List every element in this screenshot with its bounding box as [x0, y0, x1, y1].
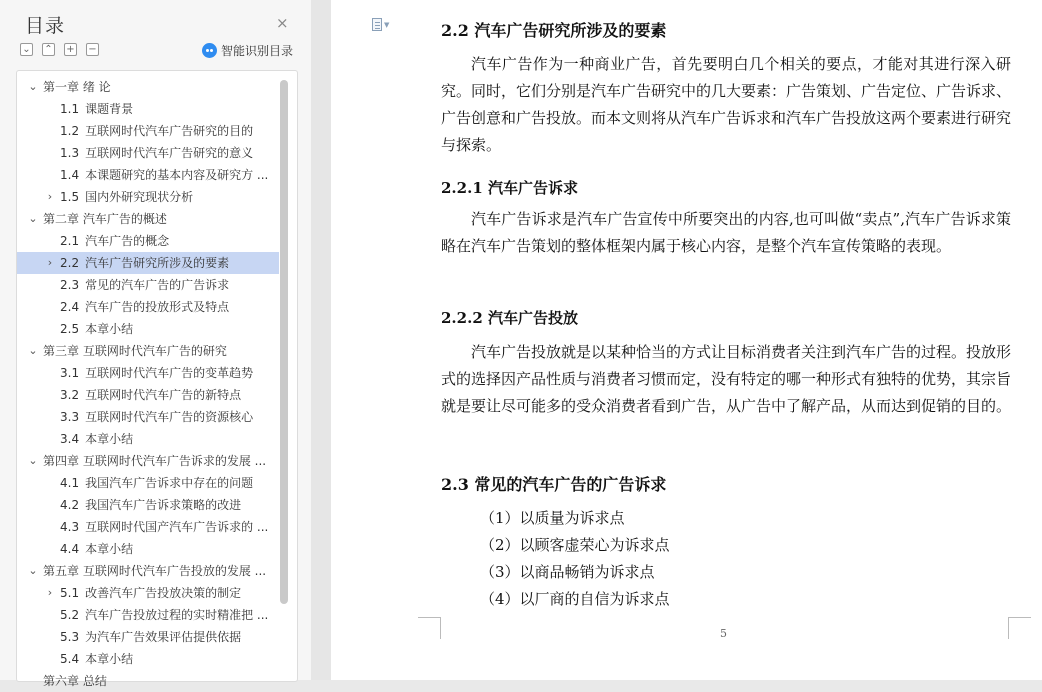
toc-toolbar — [20, 43, 99, 59]
toc-item-label: 互联网时代汽车广告研究的目的 — [85, 124, 254, 138]
toc-chapter-item[interactable] — [17, 670, 279, 692]
toc-chapter-item[interactable] — [17, 208, 279, 230]
toc-chapter-item[interactable] — [17, 76, 279, 98]
toc-section-item[interactable] — [17, 516, 279, 538]
toc-item-label: 国内外研究现状分析 — [85, 190, 194, 204]
document-icon — [372, 18, 382, 31]
list-item: （2）以顾客虚荣心为诉求点 — [480, 536, 670, 554]
toc-item-label: 本章小结 — [85, 652, 134, 666]
add-heading-button[interactable]: + — [64, 43, 77, 56]
toc-section-item[interactable] — [17, 230, 279, 252]
toc-section-item[interactable] — [17, 164, 279, 186]
toc-item-label: 汽车广告的概念 — [85, 234, 170, 248]
toc-item-number: 5.2 — [60, 608, 80, 622]
toc-panel — [0, 0, 311, 688]
toc-section-item[interactable] — [17, 252, 279, 274]
toc-item-label: 本章小结 — [85, 542, 134, 556]
toc-section-item[interactable] — [17, 318, 279, 340]
smart-toc-label: 智能识别目录 — [221, 44, 294, 58]
toc-section-item[interactable] — [17, 494, 279, 516]
toc-section-item[interactable] — [17, 274, 279, 296]
toc-item-label: 第五章 互联网时代汽车广告投放的发展 ... — [43, 564, 267, 578]
toc-item-number: 4.3 — [60, 520, 80, 534]
toc-section-item[interactable] — [17, 362, 279, 384]
chevron-right-icon[interactable]: › — [47, 586, 53, 599]
collapse-all-button[interactable]: ⌃ — [42, 43, 55, 56]
toc-section-item[interactable] — [17, 648, 279, 670]
toc-item-label: 互联网时代国产汽车广告诉求的 ... — [85, 520, 269, 534]
toc-item-label: 本章小结 — [85, 322, 134, 336]
toc-item-number: 1.5 — [60, 190, 80, 204]
toc-item-label: 互联网时代汽车广告的变革趋势 — [85, 366, 254, 380]
toc-item-number: 2.2 — [60, 256, 80, 270]
list-item: （4）以厂商的自信为诉求点 — [480, 590, 670, 608]
toc-section-item[interactable] — [17, 384, 279, 406]
toc-item-label: 互联网时代汽车广告的新特点 — [85, 388, 242, 402]
toc-item-number: 5.1 — [60, 586, 80, 600]
close-icon[interactable]: × — [276, 14, 289, 32]
toc-item-number: 1.3 — [60, 146, 80, 160]
remove-heading-button[interactable]: − — [86, 43, 99, 56]
page-margin-corner-right — [1008, 617, 1031, 639]
toc-item-label: 本课题研究的基本内容及研究方 ... — [85, 168, 269, 182]
toc-section-item[interactable] — [17, 428, 279, 450]
chevron-down-icon[interactable]: ⌄ — [28, 564, 38, 577]
toc-item-number: 4.4 — [60, 542, 80, 556]
toc-item-label: 本章小结 — [85, 432, 134, 446]
chevron-down-icon[interactable]: ⌄ — [28, 454, 38, 467]
toc-list — [17, 76, 279, 692]
toc-item-label: 汽车广告的投放形式及特点 — [85, 300, 230, 314]
toc-scrollbar[interactable] — [280, 80, 288, 604]
expand-all-button[interactable]: ⌄ — [20, 43, 33, 56]
chevron-right-icon[interactable]: › — [47, 256, 53, 269]
toc-section-item[interactable] — [17, 626, 279, 648]
toc-item-number: 3.2 — [60, 388, 80, 402]
toc-item-number: 4.2 — [60, 498, 80, 512]
toc-item-number: 3.3 — [60, 410, 80, 424]
toc-item-number: 5.4 — [60, 652, 80, 666]
toc-item-label: 我国汽车广告诉求策略的改进 — [85, 498, 242, 512]
heading-2-2-1: 2.2.1 汽车广告诉求 — [441, 179, 578, 197]
toc-item-label: 汽车广告研究所涉及的要素 — [85, 256, 230, 270]
toc-item-number: 3.4 — [60, 432, 80, 446]
toc-item-label: 第二章 汽车广告的概述 — [43, 212, 167, 226]
toc-item-label: 第四章 互联网时代汽车广告诉求的发展 ... — [43, 454, 267, 468]
toc-section-item[interactable] — [17, 604, 279, 626]
toc-item-number: 1.4 — [60, 168, 80, 182]
toc-item-label: 常见的汽车广告的广告诉求 — [85, 278, 230, 292]
toc-chapter-item[interactable] — [17, 450, 279, 472]
chevron-down-icon[interactable]: ⌄ — [28, 212, 38, 225]
toc-section-item[interactable] — [17, 186, 279, 208]
smart-toc-button[interactable] — [202, 42, 293, 59]
toc-section-item[interactable] — [17, 472, 279, 494]
page-menu[interactable] — [372, 18, 389, 31]
list-item: （3）以商品畅销为诉求点 — [480, 563, 655, 581]
toc-chapter-item[interactable] — [17, 340, 279, 362]
toc-title: 目录 — [25, 15, 66, 37]
toc-item-number: 2.5 — [60, 322, 80, 336]
heading-2-3: 2.3 常见的汽车广告的广告诉求 — [441, 475, 667, 494]
toc-item-number: 1.2 — [60, 124, 80, 138]
toc-item-number: 2.1 — [60, 234, 80, 248]
smart-recognize-icon — [202, 43, 217, 58]
toc-item-label: 第六章 总结 — [43, 674, 107, 688]
toc-item-number: 1.1 — [60, 102, 80, 116]
toc-item-label: 汽车广告投放过程的实时精准把 ... — [85, 608, 269, 622]
toc-item-label: 第一章 绪 论 — [43, 80, 111, 94]
toc-section-item[interactable] — [17, 406, 279, 428]
heading-2-2: 2.2 汽车广告研究所涉及的要素 — [441, 21, 667, 40]
toc-item-label: 课题背景 — [85, 102, 134, 116]
page-number: 5 — [720, 627, 727, 640]
toc-item-label: 我国汽车广告诉求中存在的问题 — [85, 476, 254, 490]
toc-item-number: 2.4 — [60, 300, 80, 314]
toc-item-label: 为汽车广告效果评估提供依据 — [85, 630, 242, 644]
toc-section-item[interactable] — [17, 538, 279, 560]
toc-header — [0, 0, 311, 70]
toc-chapter-item[interactable] — [17, 560, 279, 582]
page-margin-corner-left — [418, 617, 441, 639]
paragraph-1: 汽车广告作为一种商业广告，首先要明白几个相关的要点，才能对其进行深入研究。同时，它们分别是汽车广告研究中的几大要素：广告策划、广告定位、广告诉求、广告创意和广告投放。而本文则将从汽车广告诉求和汽车广告投放这两个要素进行研究与探索。 — [441, 55, 1012, 154]
heading-2-2-2: 2.2.2 汽车广告投放 — [441, 309, 578, 327]
toc-section-item[interactable] — [17, 582, 279, 604]
toc-item-label: 改善汽车广告投放决策的制定 — [85, 586, 242, 600]
paragraph-2: 汽车广告诉求是汽车广告宣传中所要突出的内容,也可叫做“卖点”,汽车广告诉求策略在汽车广告策划的整体框架内属于核心内容，是整个汽车宣传策略的表现。 — [441, 210, 1011, 255]
toc-section-item[interactable] — [17, 120, 279, 142]
toc-item-number: 4.1 — [60, 476, 80, 490]
chevron-down-icon: ▼ — [384, 20, 390, 29]
chevron-down-icon[interactable]: ⌄ — [28, 80, 38, 93]
toc-section-item[interactable] — [17, 142, 279, 164]
toc-item-label: 第三章 互联网时代汽车广告的研究 — [43, 344, 227, 358]
toc-section-item[interactable] — [17, 296, 279, 318]
toc-item-number: 2.3 — [60, 278, 80, 292]
paragraph-3: 汽车广告投放就是以某种恰当的方式让目标消费者关注到汽车广告的过程。投放形式的选择因产品性质与消费者习惯而定，没有特定的哪一种形式有独特的优势，其宗旨就是要让尽可能多的受众消费者看到广告，从广告中了解产品，从而达到促销的目的。 — [441, 343, 1012, 415]
toc-item-label: 互联网时代汽车广告的资源核心 — [85, 410, 254, 424]
chevron-right-icon[interactable]: › — [47, 190, 53, 203]
toc-section-item[interactable] — [17, 98, 279, 120]
list-item: （1）以质量为诉求点 — [480, 509, 625, 527]
toc-item-number: 3.1 — [60, 366, 80, 380]
toc-list-container — [16, 70, 298, 688]
chevron-down-icon[interactable]: ⌄ — [28, 344, 38, 357]
toc-item-label: 互联网时代汽车广告研究的意义 — [85, 146, 254, 160]
toc-item-number: 5.3 — [60, 630, 80, 644]
